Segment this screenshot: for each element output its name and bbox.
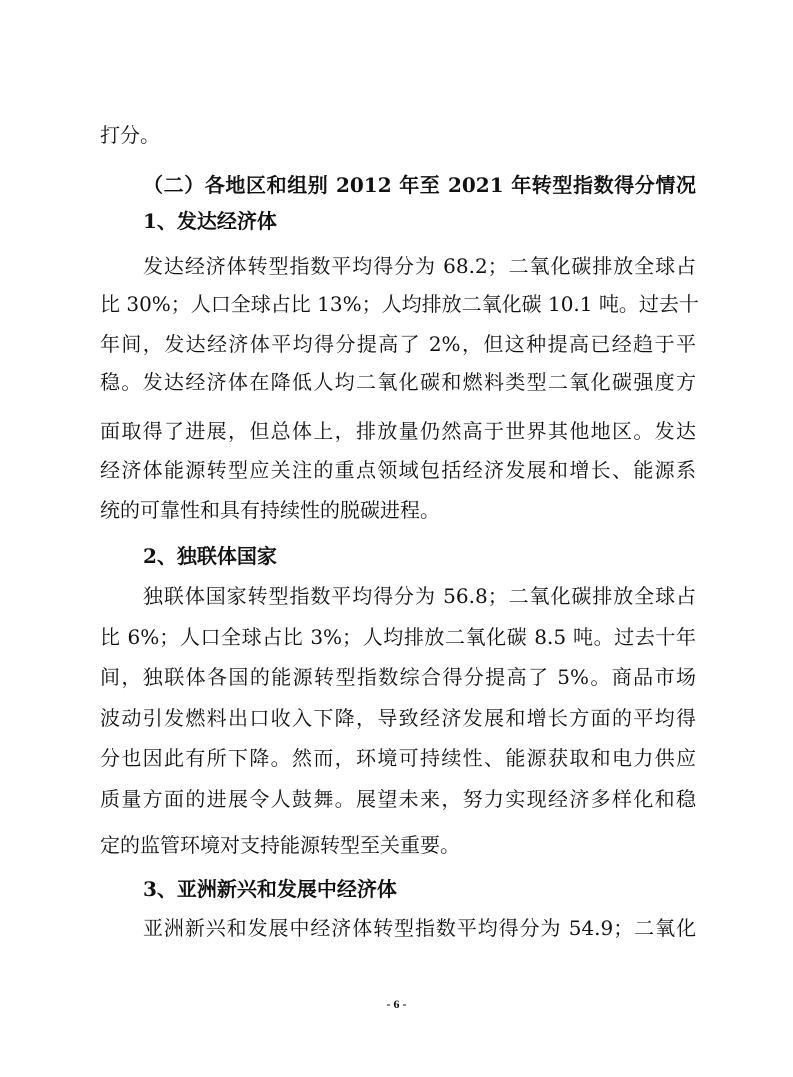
section-title: （二）各地区和组别 2012 年至 2021 年转型指数得分情况 [143, 173, 696, 197]
paragraph-line: 经济体能源转型应关注的重点领域包括经济发展和增长、能源系 [100, 458, 696, 482]
paragraph-line: 年间，发达经济体平均得分提高了 2%，但这种提高已经趋于平 [100, 332, 696, 356]
page-number: - 6 - [386, 997, 407, 1011]
paragraph-line: 定的监管环境对支持能源转型至关重要。 [100, 833, 460, 857]
paragraph-line: 统的可靠性和具有持续性的脱碳进程。 [100, 498, 440, 522]
paragraph-line: 分也因此有所下降。然而，环境可持续性、能源获取和电力供应 [100, 746, 696, 770]
paragraph-line: 稳。发达经济体在降低人均二氧化碳和燃料类型二氧化碳强度方 [100, 370, 696, 394]
paragraph-line: 间，独联体各国的能源转型指数综合得分提高了 5%。商品市场 [100, 665, 696, 689]
paragraph-line: 独联体国家转型指数平均得分为 56.8；二氧化碳排放全球占 [143, 584, 696, 608]
paragraph-line: 亚洲新兴和发展中经济体转型指数平均得分为 54.9；二氧化 [143, 916, 696, 940]
paragraph-line: 质量方面的进展令人鼓舞。展望未来，努力实现经济多样化和稳 [100, 787, 696, 811]
subsection-heading-cis-countries: 2、独联体国家 [143, 544, 277, 568]
paragraph-line: 发达经济体转型指数平均得分为 68.2；二氧化碳排放全球占 [143, 254, 696, 278]
paragraph-line: 比 6%；人口全球占比 3%；人均排放二氧化碳 8.5 吨。过去十年 [100, 625, 696, 649]
paragraph-line: 波动引发燃料出口收入下降，导致经济发展和增长方面的平均得 [100, 706, 696, 730]
subsection-heading-developed-economies: 1、发达经济体 [143, 209, 277, 233]
continuation-text: 打分。 [100, 123, 160, 147]
paragraph-line: 比 30%；人口全球占比 13%；人均排放二氧化碳 10.1 吨。过去十 [100, 292, 699, 316]
subsection-heading-asia-emerging: 3、亚洲新兴和发展中经济体 [143, 877, 397, 901]
paragraph-line: 面取得了进展，但总体上，排放量仍然高于世界其他地区。发达 [100, 419, 696, 443]
